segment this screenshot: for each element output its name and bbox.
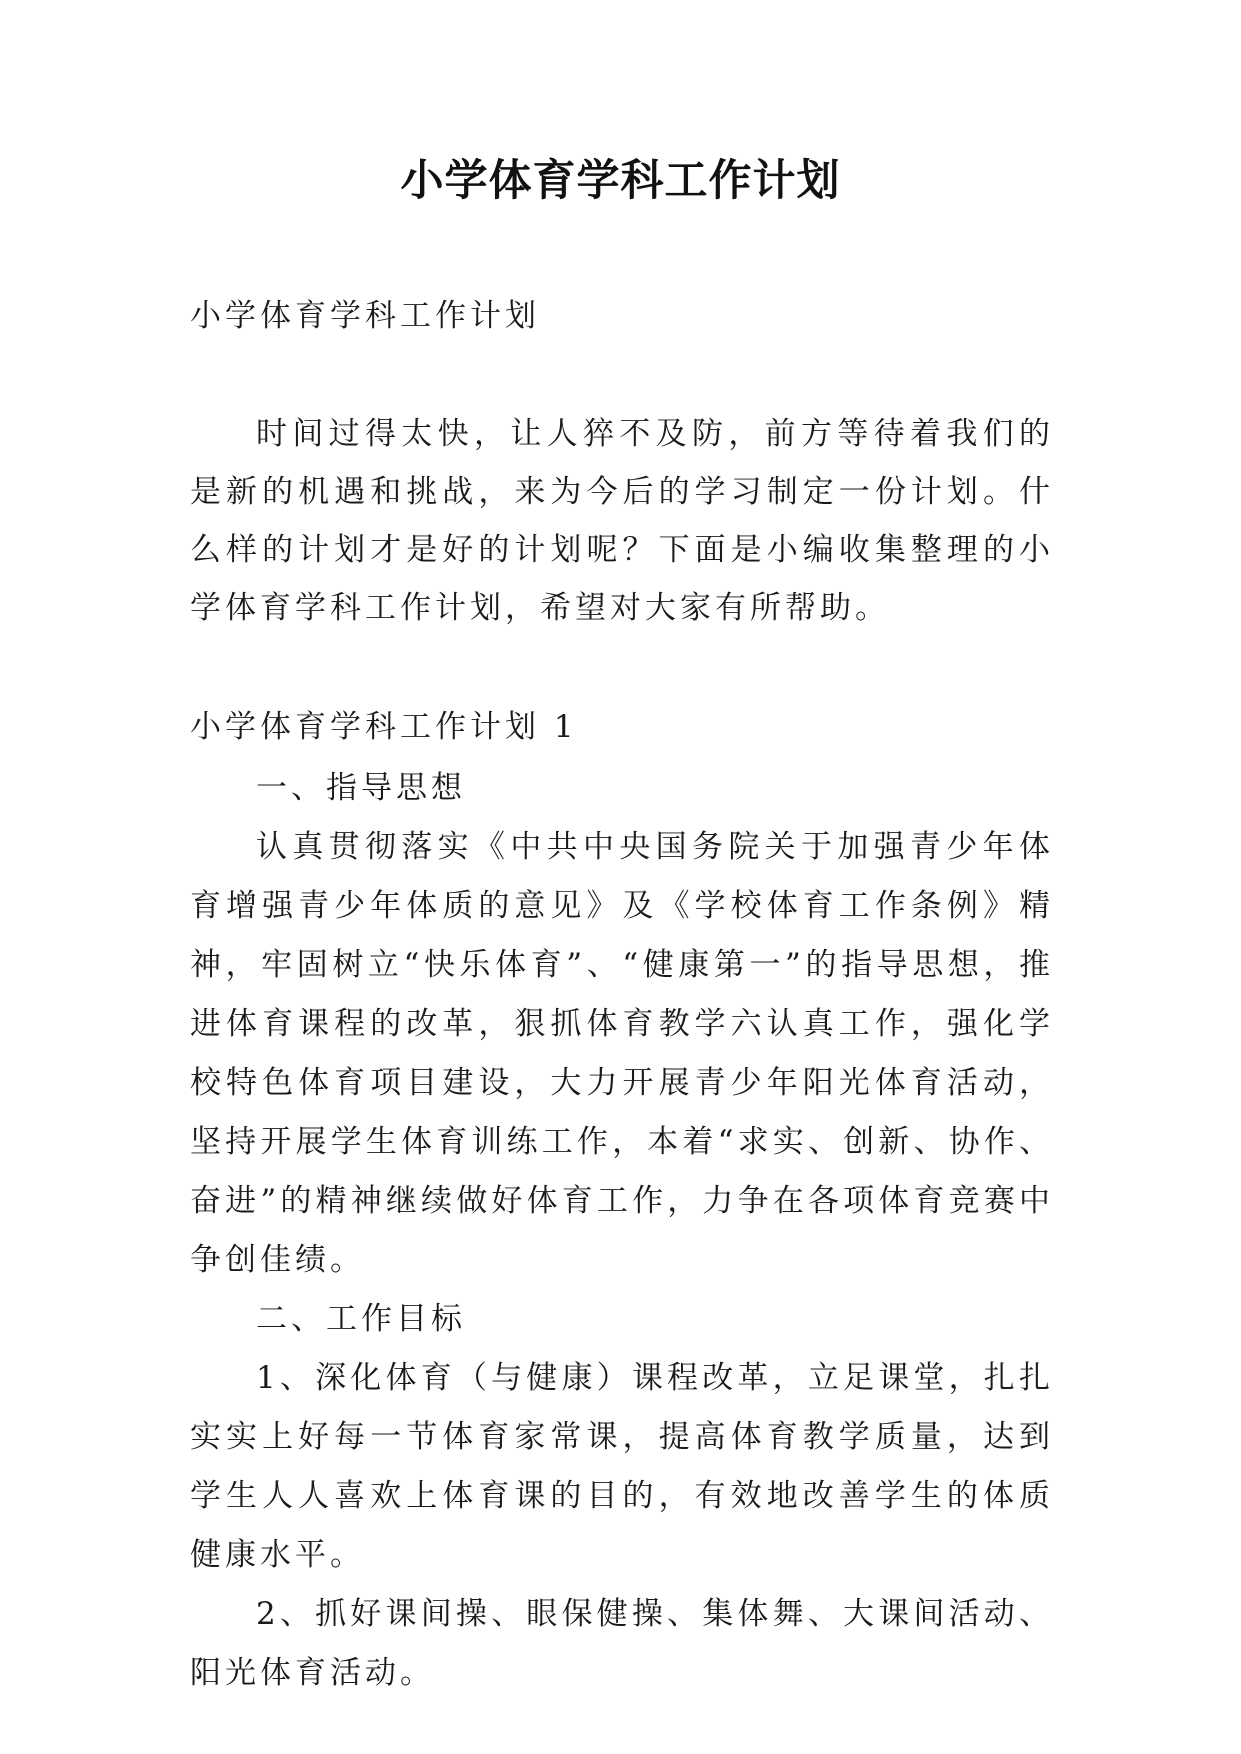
section-1-heading: 一、指导思想: [256, 770, 466, 806]
goal-1-paragraph: 1、深化体育（与健康）课程改革，立足课堂，扎扎实实上好每一节体育家常课，提高体育教学质量，达到学生人人喜欢上体育课的目的，有效地改善学生的体质健康水平。: [190, 1360, 1054, 1573]
document-subtitle: 小学体育学科工作计划: [190, 298, 540, 334]
section-1-paragraph: 认真贯彻落实《中共中央国务院关于加强青少年体育增强青少年体质的意见》及《学校体育工作条例》精神，牢固树立“快乐体育”、“健康第一”的指导思想，推进体育课程的改革，狠抓体育教学六认真工作，强化学校特色体育项目建设，大力开展青少年阳光体育活动，坚持开展学生体育训练工作，本着“求实、创新、协作、奋进”的精神继续做好体育工作，力争在各项体育竞赛中争创佳绩。: [190, 829, 1054, 1278]
goal-2-paragraph: 2、抓好课间操、眼保健操、集体舞、大课间活动、阳光体育活动。: [190, 1596, 1054, 1691]
plan-1-content: [190, 698, 1054, 1703]
document-title: 小学体育学科工作计划: [400, 156, 841, 206]
plan-1-heading: 小学体育学科工作计划 1: [190, 709, 578, 745]
intro-paragraph: 时间过得太快，让人猝不及防，前方等待着我们的是新的机遇和挑战，来为今后的学习制定一份计划。什么样的计划才是好的计划呢？下面是小编收集整理的小学体育学科工作计划，希望对大家有所帮助。: [190, 416, 1054, 626]
section-2-heading: 二、工作目标: [256, 1301, 466, 1337]
